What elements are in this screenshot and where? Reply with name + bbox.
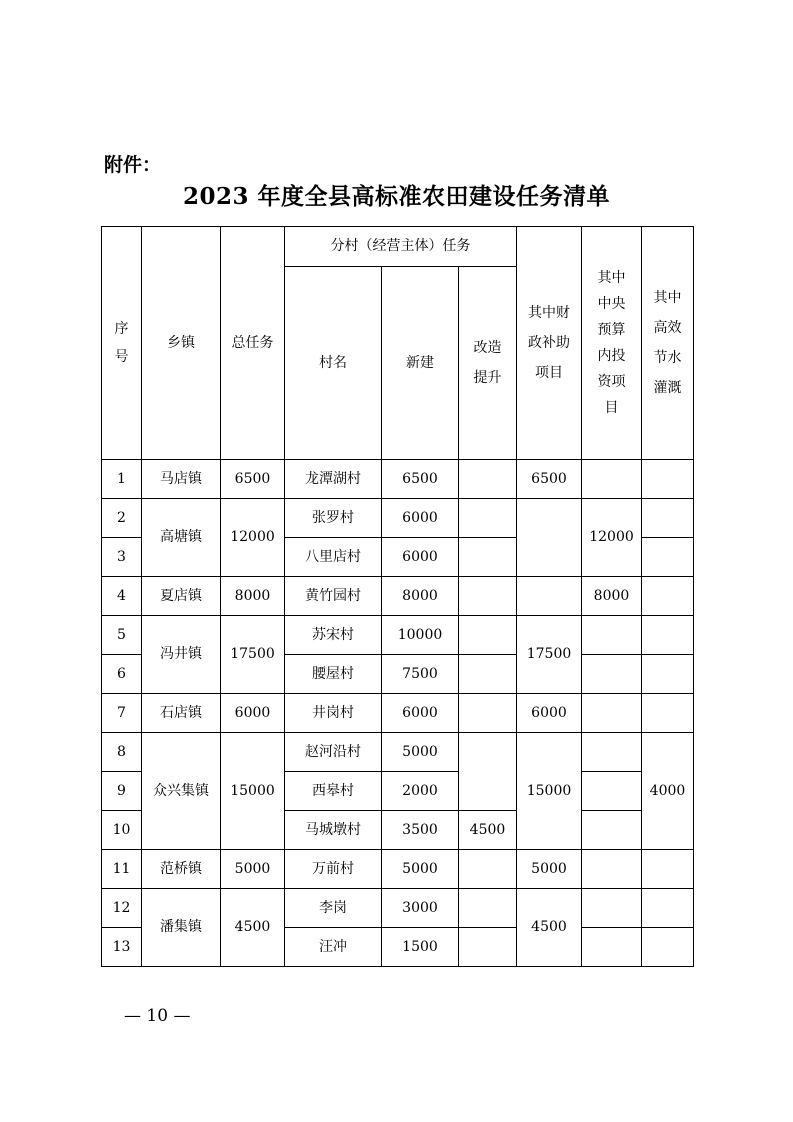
- upgrade-cell: [459, 538, 517, 577]
- town-cell: 众兴集镇: [142, 733, 221, 850]
- central-cell: [582, 460, 642, 499]
- village-cell: 西皋村: [285, 772, 382, 811]
- central-cell: [582, 733, 642, 772]
- table-row: [102, 499, 694, 538]
- table-row: [102, 889, 694, 928]
- header-town: 乡镇: [142, 227, 221, 460]
- total-cell: 6500: [221, 460, 285, 499]
- new-build-cell: 6000: [382, 499, 459, 538]
- village-cell: 马城墩村: [285, 811, 382, 850]
- upgrade-cell: [459, 889, 517, 928]
- header-new-build: 新建: [382, 267, 459, 460]
- village-cell: 黄竹园村: [285, 577, 382, 616]
- total-cell: 5000: [221, 850, 285, 889]
- central-cell: 12000: [582, 499, 642, 577]
- town-cell: 冯井镇: [142, 616, 221, 694]
- upgrade-cell: [459, 733, 517, 811]
- central-cell: [582, 928, 642, 967]
- irrigation-cell: [642, 538, 694, 577]
- fiscal-cell: 6500: [517, 460, 582, 499]
- fiscal-cell: 15000: [517, 733, 582, 850]
- new-build-cell: 5000: [382, 733, 459, 772]
- fiscal-cell: 5000: [517, 850, 582, 889]
- table-row: [102, 577, 694, 616]
- village-cell: 李岗: [285, 889, 382, 928]
- header-fiscal: 其中财 政补助 项目: [517, 227, 582, 460]
- irrigation-cell: [642, 850, 694, 889]
- seq-cell: 13: [102, 928, 142, 967]
- fiscal-cell: [517, 577, 582, 616]
- new-build-cell: 2000: [382, 772, 459, 811]
- seq-cell: 9: [102, 772, 142, 811]
- irrigation-cell: [642, 655, 694, 694]
- central-cell: [582, 850, 642, 889]
- fiscal-cell: 4500: [517, 889, 582, 967]
- header-total: 总任务: [221, 227, 285, 460]
- village-cell: 万前村: [285, 850, 382, 889]
- upgrade-cell: [459, 694, 517, 733]
- central-cell: [582, 616, 642, 655]
- new-build-cell: 1500: [382, 928, 459, 967]
- new-build-cell: 5000: [382, 850, 459, 889]
- table-row: [102, 694, 694, 733]
- village-cell: 苏宋村: [285, 616, 382, 655]
- seq-cell: 11: [102, 850, 142, 889]
- central-cell: [582, 694, 642, 733]
- irrigation-cell: [642, 616, 694, 655]
- village-cell: 龙潭湖村: [285, 460, 382, 499]
- table-row: [102, 733, 694, 772]
- new-build-cell: 3000: [382, 889, 459, 928]
- page-title: 2023 年度全县高标准农田建设任务清单: [182, 183, 611, 210]
- irrigation-cell: [642, 889, 694, 928]
- total-cell: 6000: [221, 694, 285, 733]
- irrigation-cell: [642, 928, 694, 967]
- new-build-cell: 3500: [382, 811, 459, 850]
- upgrade-cell: [459, 460, 517, 499]
- town-cell: 高塘镇: [142, 499, 221, 577]
- total-cell: 15000: [221, 733, 285, 850]
- central-cell: [582, 811, 642, 850]
- seq-cell: 12: [102, 889, 142, 928]
- header-seq: 序 号: [102, 227, 142, 460]
- seq-cell: 3: [102, 538, 142, 577]
- header-village-group: 分村（经营主体）任务: [285, 227, 517, 267]
- seq-cell: 7: [102, 694, 142, 733]
- table-row: [102, 850, 694, 889]
- upgrade-cell: [459, 928, 517, 967]
- central-cell: [582, 889, 642, 928]
- central-cell: [582, 772, 642, 811]
- total-cell: 12000: [221, 499, 285, 577]
- total-cell: 4500: [221, 889, 285, 967]
- seq-cell: 6: [102, 655, 142, 694]
- fiscal-cell: [517, 499, 582, 577]
- village-cell: 汪冲: [285, 928, 382, 967]
- irrigation-cell: [642, 499, 694, 538]
- town-cell: 石店镇: [142, 694, 221, 733]
- total-cell: 17500: [221, 616, 285, 694]
- upgrade-cell: [459, 577, 517, 616]
- task-table: [101, 226, 694, 967]
- upgrade-cell: [459, 616, 517, 655]
- irrigation-cell: 4000: [642, 733, 694, 850]
- table-row: [102, 616, 694, 655]
- new-build-cell: 8000: [382, 577, 459, 616]
- town-cell: 潘集镇: [142, 889, 221, 967]
- new-build-cell: 7500: [382, 655, 459, 694]
- village-cell: 赵河沿村: [285, 733, 382, 772]
- town-cell: 范桥镇: [142, 850, 221, 889]
- new-build-cell: 6500: [382, 460, 459, 499]
- attachment-label: 附件：: [104, 154, 162, 176]
- irrigation-cell: [642, 460, 694, 499]
- seq-cell: 4: [102, 577, 142, 616]
- header-central: 其中 中央 预算 内投 资项 目: [582, 227, 642, 460]
- seq-cell: 8: [102, 733, 142, 772]
- seq-cell: 2: [102, 499, 142, 538]
- page-number: — 10 —: [124, 1006, 191, 1026]
- new-build-cell: 6000: [382, 694, 459, 733]
- town-cell: 马店镇: [142, 460, 221, 499]
- village-cell: 八里店村: [285, 538, 382, 577]
- header-irrigation: 其中 高效 节水 灌溉: [642, 227, 694, 460]
- upgrade-cell: [459, 850, 517, 889]
- central-cell: 8000: [582, 577, 642, 616]
- new-build-cell: 6000: [382, 538, 459, 577]
- header-row-1: [102, 227, 694, 267]
- irrigation-cell: [642, 694, 694, 733]
- upgrade-cell: 4500: [459, 811, 517, 850]
- seq-cell: 5: [102, 616, 142, 655]
- upgrade-cell: [459, 655, 517, 694]
- central-cell: [582, 655, 642, 694]
- header-village: 村名: [285, 267, 382, 460]
- seq-cell: 10: [102, 811, 142, 850]
- header-upgrade: 改造 提升: [459, 267, 517, 460]
- new-build-cell: 10000: [382, 616, 459, 655]
- village-cell: 井岗村: [285, 694, 382, 733]
- town-cell: 夏店镇: [142, 577, 221, 616]
- upgrade-cell: [459, 499, 517, 538]
- fiscal-cell: 6000: [517, 694, 582, 733]
- fiscal-cell: 17500: [517, 616, 582, 694]
- irrigation-cell: [642, 577, 694, 616]
- table-row: [102, 460, 694, 499]
- village-cell: 腰屋村: [285, 655, 382, 694]
- total-cell: 8000: [221, 577, 285, 616]
- seq-cell: 1: [102, 460, 142, 499]
- village-cell: 张罗村: [285, 499, 382, 538]
